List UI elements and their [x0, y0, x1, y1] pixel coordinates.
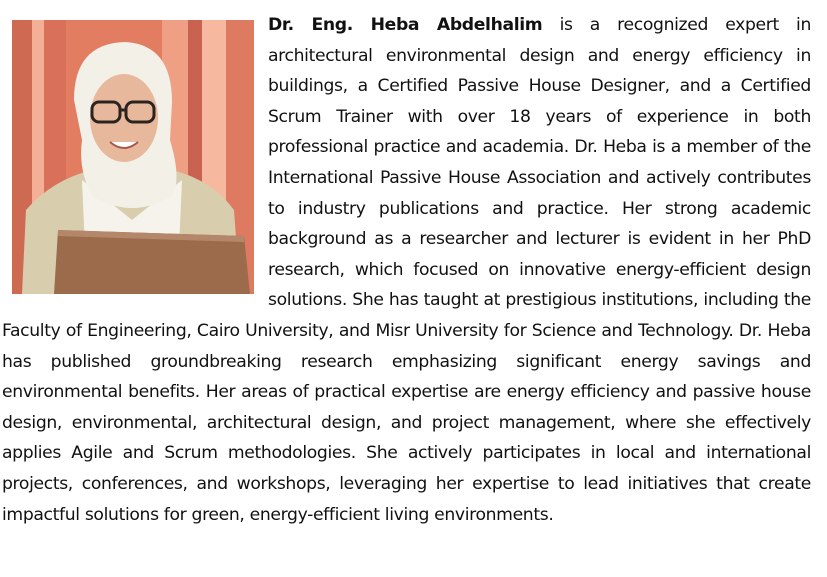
portrait-photo — [12, 20, 254, 294]
bio-text: is a recognized expert in architectural environmental design and energy efficiency in buildings, a Certified Passive House Designer, and a Certified Scrum Trainer with over 18 years of experience in both professional practice and academia. Dr. Heba is a member of the International Passive House Association and actively contributes to industry publications and practice. Her strong academic background as a researcher and lecturer is evident in her PhD research, which focused on innovative energy-efficient design solutions. She has taught at prestigious institutions, including the Faculty of Engineering, Cairo University, and Misr University for Science and Technology. Dr. Heba has published groundbreaking research emphasizing significant energy savings and environmental benefits. Her areas of practical expertise are energy efficiency and passive house design, environmental, architectural design, and project management, where she effectively applies Agile and Scrum methodologies. She actively participates in local and international projects, conferences, and workshops, leveraging her expertise to lead initiatives that create impactful solutions for green, energy-efficient living environments. — [2, 15, 811, 525]
person-name: Dr. Eng. Heba Abdelhalim — [268, 15, 543, 35]
bio-paragraph — [2, 10, 811, 530]
